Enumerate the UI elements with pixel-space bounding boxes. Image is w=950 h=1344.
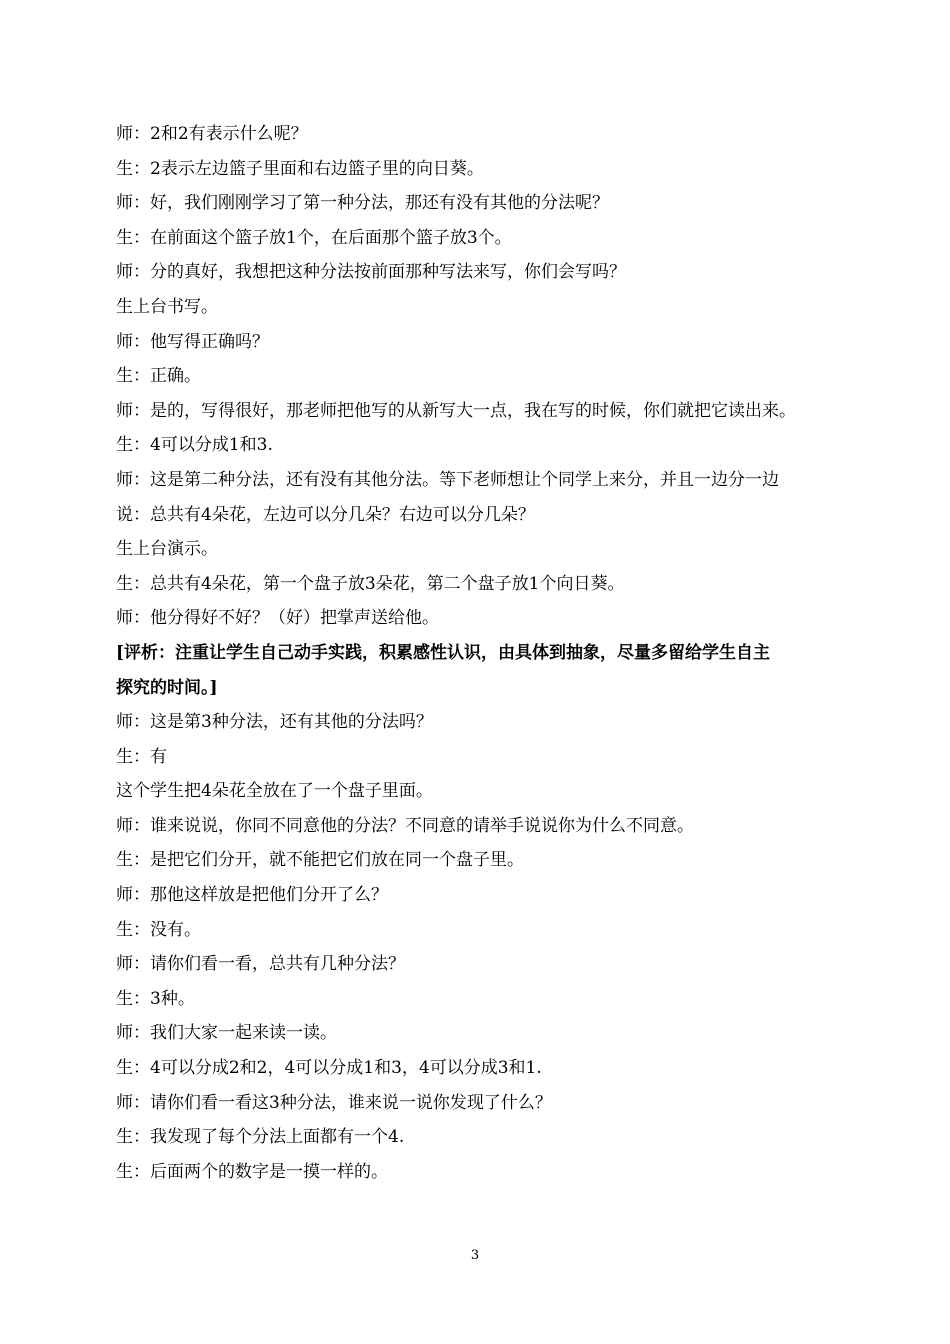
- dialogue-line: 生：总共有4朵花，第一个盘子放3朵花，第二个盘子放1个向日葵。: [116, 573, 625, 594]
- dialogue-line: 生：有: [116, 746, 167, 767]
- dialogue-line: 师：他分得好不好？（好）把掌声送给他。: [116, 608, 439, 629]
- dialogue-line: 生：我发现了每个分法上面都有一个4.: [116, 1127, 405, 1148]
- dialogue-line: 师：这是第二种分法，还有没有其他分法。等下老师想让个同学上来分，并且一边分一边: [116, 469, 779, 490]
- dialogue-line: 生：3种。: [116, 988, 195, 1009]
- dialogue-line: 师：好，我们刚刚学习了第一种分法，那还有没有其他的分法呢？: [116, 193, 609, 214]
- dialogue-line: 生：后面两个的数字是一摸一样的。: [116, 1161, 388, 1182]
- dialogue-line: 师：是的，写得很好，那老师把他写的从新写大一点，我在写的时候，你们就把它读出来。: [116, 400, 796, 421]
- dialogue-line: 师：请你们看一看这3种分法，谁来说一说你发现了什么？: [116, 1092, 552, 1113]
- dialogue-line: 师：分的真好，我想把这种分法按前面那种写法来写，你们会写吗？: [116, 262, 626, 283]
- dialogue-line: 生：正确。: [116, 366, 201, 387]
- dialogue-line: 生：4可以分成2和2，4可以分成1和3，4可以分成3和1.: [116, 1058, 542, 1079]
- dialogue-line: 生上台书写。: [116, 296, 218, 317]
- dialogue-line: 生：在前面这个篮子放1个，在后面那个篮子放3个。: [116, 227, 512, 248]
- dialogue-line: 师：我们大家一起来读一读。: [116, 1023, 337, 1044]
- dialogue-line: 师：谁来说说，你同不同意他的分法？不同意的请举手说说你为什么不同意。: [116, 815, 694, 836]
- dialogue-line: 师：这是第3种分法，还有其他的分法吗？: [116, 712, 433, 733]
- dialogue-line: 生：4可以分成1和3.: [116, 435, 273, 456]
- dialogue-line: 说：总共有4朵花，左边可以分几朵？右边可以分几朵？: [116, 504, 535, 525]
- dialogue-line: 师：2和2有表示什么呢？: [116, 124, 308, 144]
- dialogue-line: 生：2表示左边篮子里面和右边篮子里的向日葵。: [116, 158, 484, 179]
- review-comment-line: [评析：注重让学生自己动手实践，积累感性认识，由具体到抽象，尽量多留给学生自主: [116, 642, 771, 663]
- document-body: [116, 117, 840, 1189]
- dialogue-line: 师：那他这样放是把他们分开了么？: [116, 885, 388, 906]
- review-comment-line: 探究的时间。]: [116, 677, 218, 698]
- dialogue-line: 生：没有。: [116, 919, 201, 940]
- dialogue-line: 生上台演示。: [116, 539, 218, 560]
- dialogue-line: 这个学生把4朵花全放在了一个盘子里面。: [116, 781, 433, 802]
- page-number: 3: [470, 1248, 480, 1263]
- dialogue-line: 生：是把它们分开，就不能把它们放在同一个盘子里。: [116, 850, 524, 871]
- dialogue-line: 师：请你们看一看，总共有几种分法？: [116, 954, 405, 975]
- dialogue-line: 师：他写得正确吗？: [116, 331, 269, 352]
